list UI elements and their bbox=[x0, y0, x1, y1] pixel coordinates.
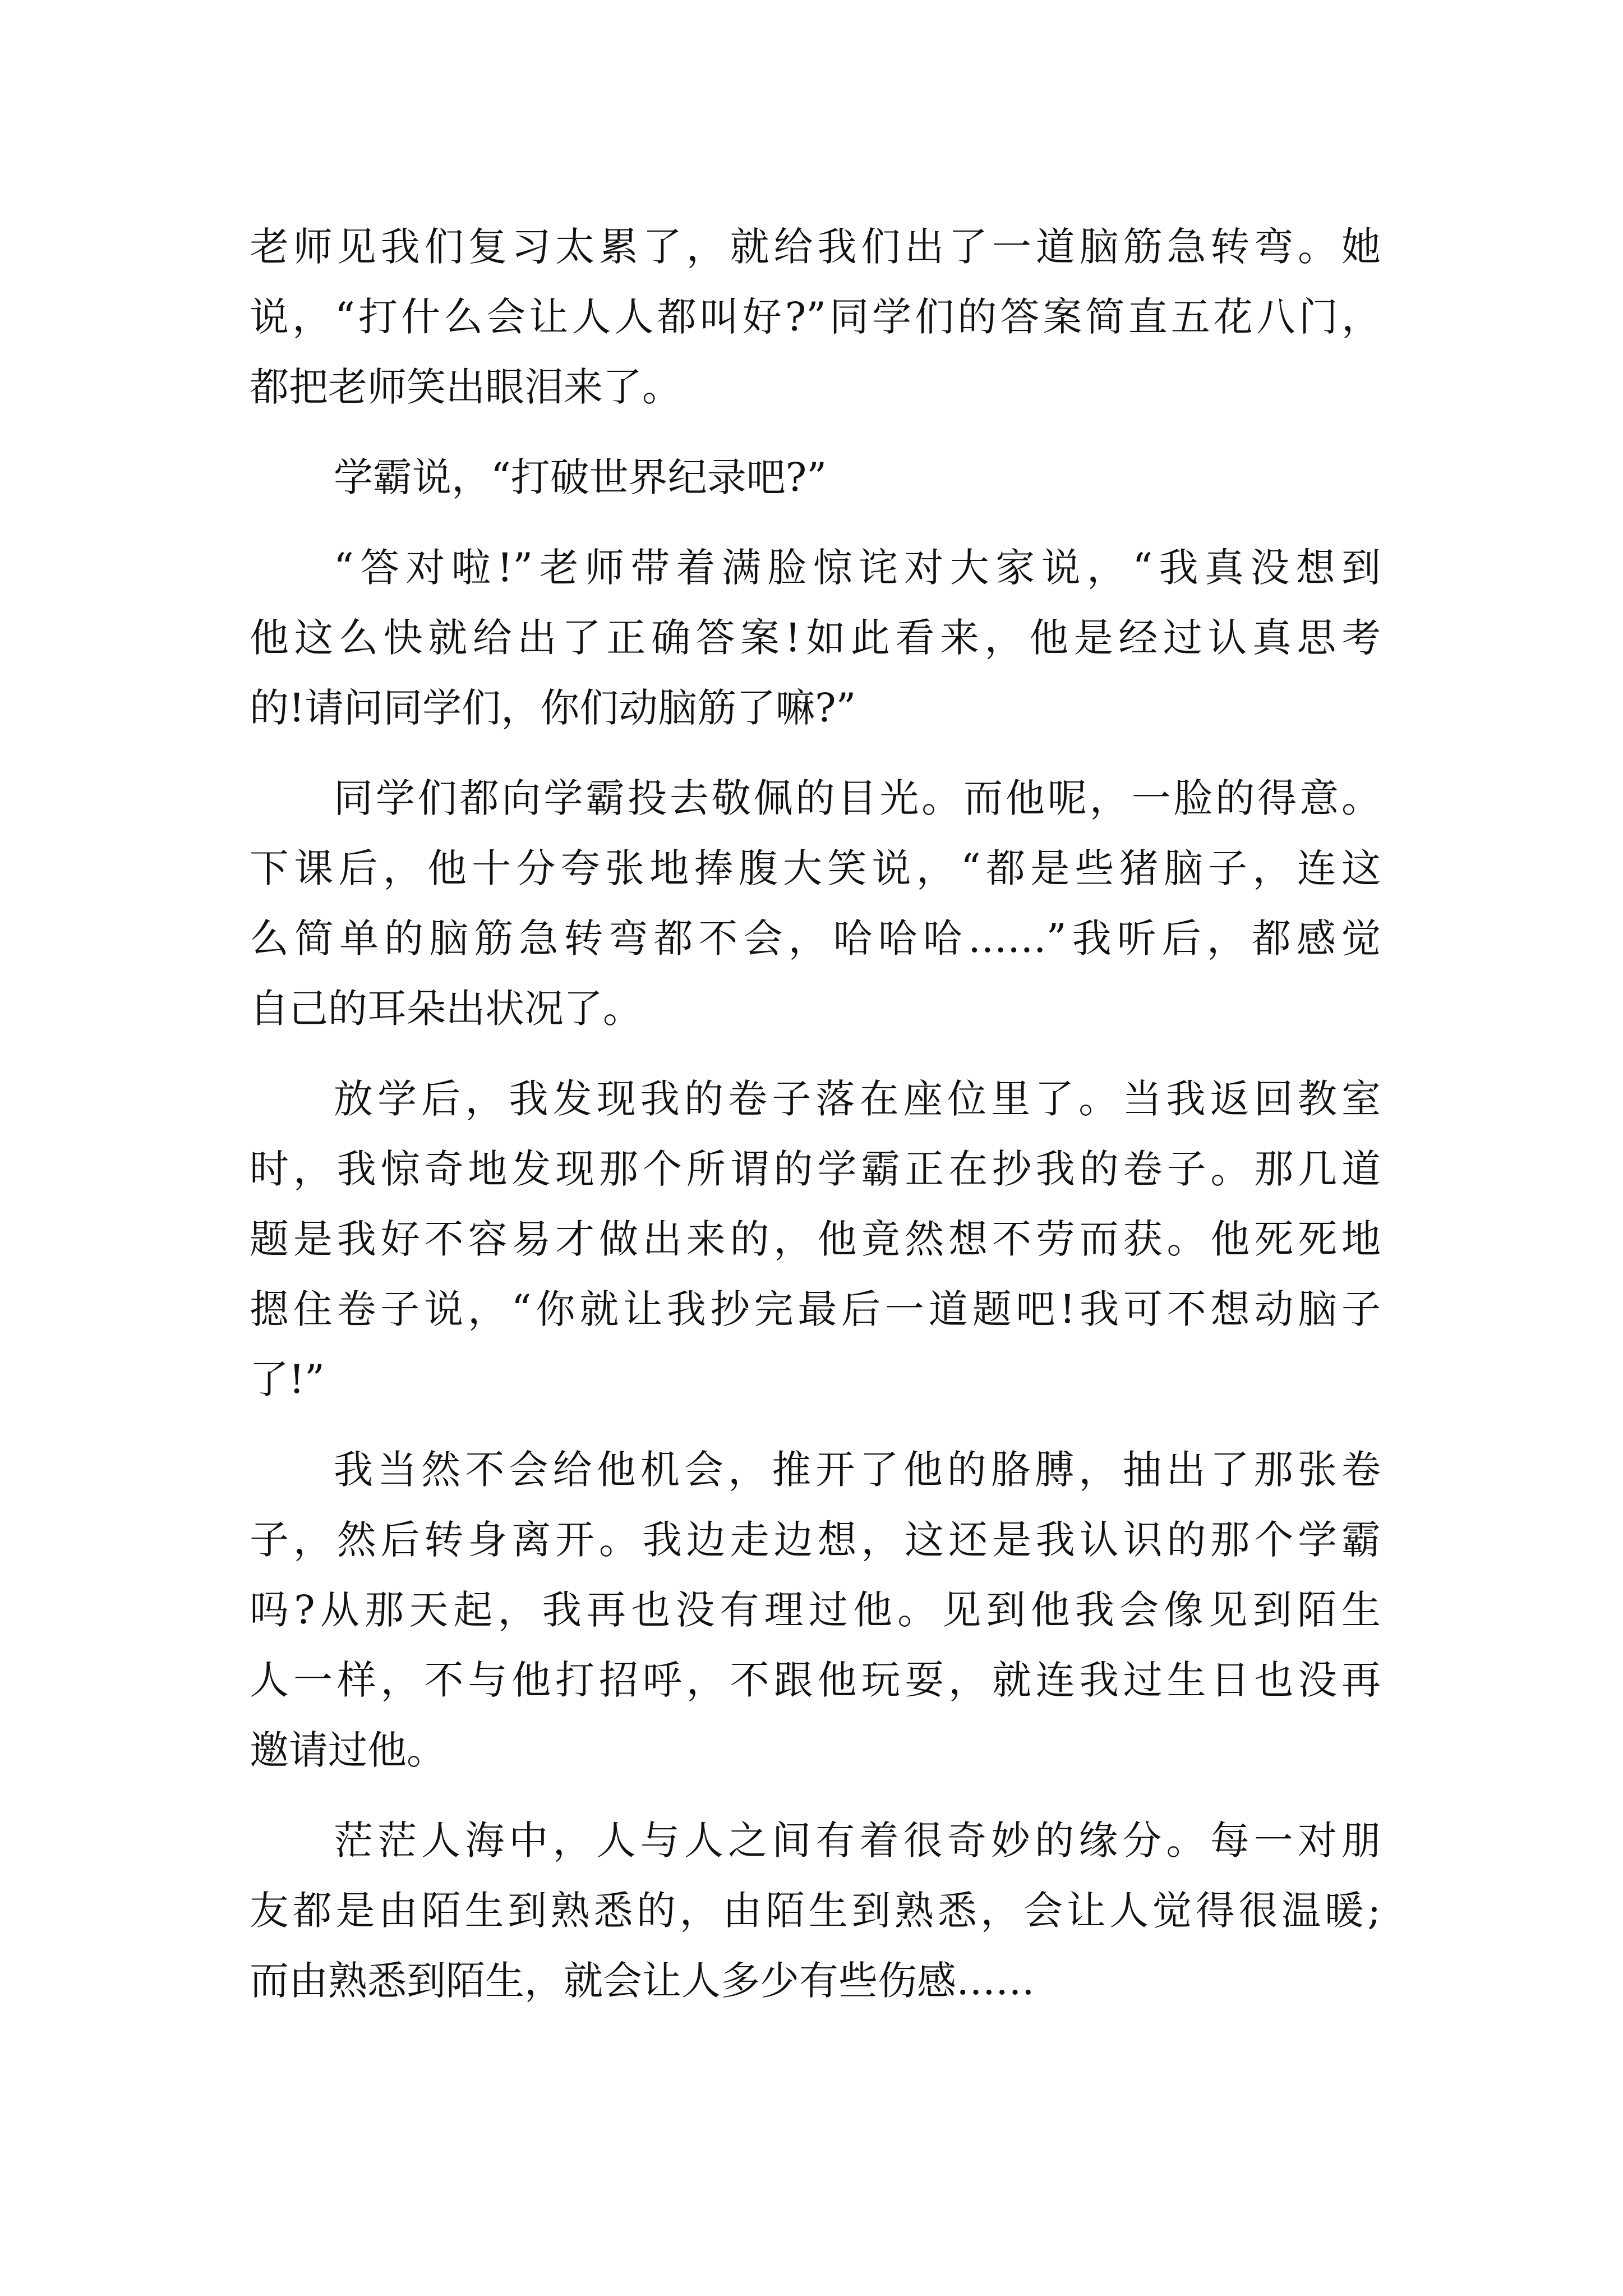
text-line: 老师见我们复习太累了，就给我们出了一道脑筋急转弯。她 bbox=[250, 224, 1381, 270]
text-line: “答对啦!”老师带着满脸惊诧对大家说，“我真没想到 bbox=[334, 545, 1381, 591]
text-line: 学霸说，“打破世界纪录吧?” bbox=[334, 454, 827, 500]
text-line: 么简单的脑筋急转弯都不会，哈哈哈……”我听后，都感觉 bbox=[250, 915, 1381, 961]
text-line: 吗?从那天起，我再也没有理过他。见到他我会像见到陌生 bbox=[250, 1587, 1381, 1633]
text-line: 了!” bbox=[250, 1356, 325, 1402]
text-line: 他这么快就给出了正确答案!如此看来，他是经过认真思考 bbox=[250, 615, 1381, 661]
text-line: 子，然后转身离开。我边走边想，这还是我认识的那个学霸 bbox=[250, 1517, 1381, 1563]
text-line: 同学们都向学霸投去敬佩的目光。而他呢，一脸的得意。 bbox=[334, 775, 1381, 821]
paragraph bbox=[250, 212, 1381, 422]
text-line: 摁住卷子说，“你就让我抄完最后一道题吧!我可不想动脑子 bbox=[250, 1286, 1381, 1332]
text-line: 自己的耳朵出状况了。 bbox=[250, 986, 642, 1032]
text-line: 我当然不会给他机会，推开了他的胳膊，抽出了那张卷 bbox=[334, 1447, 1381, 1493]
paragraph bbox=[250, 1435, 1381, 1786]
text-line: 下课后，他十分夸张地捧腹大笑说，“都是些猪脑子，连这 bbox=[250, 845, 1381, 891]
text-line: 茫茫人海中，人与人之间有着很奇妙的缘分。每一对朋 bbox=[334, 1818, 1381, 1864]
paragraph bbox=[250, 443, 1381, 513]
document-body bbox=[250, 212, 1381, 2016]
text-line: 人一样，不与他打招呼，不跟他玩耍，就连我过生日也没再 bbox=[250, 1657, 1381, 1703]
text-line: 邀请过他。 bbox=[250, 1727, 446, 1773]
paragraph bbox=[250, 1806, 1381, 2016]
text-line: 说，“打什么会让人人都叫好?”同学们的答案简直五花八门， bbox=[250, 294, 1381, 340]
text-line: 而由熟悉到陌生，就会让人多少有些伤感…… bbox=[250, 1958, 1035, 2004]
paragraph bbox=[250, 533, 1381, 743]
text-line: 放学后，我发现我的卷子落在座位里了。当我返回教室 bbox=[334, 1076, 1381, 1122]
paragraph bbox=[250, 1064, 1381, 1415]
text-line: 题是我好不容易才做出来的，他竟然想不劳而获。他死死地 bbox=[250, 1216, 1381, 1262]
text-line: 时，我惊奇地发现那个所谓的学霸正在抄我的卷子。那几道 bbox=[250, 1146, 1381, 1192]
text-line: 友都是由陌生到熟悉的，由陌生到熟悉，会让人觉得很温暖; bbox=[250, 1888, 1381, 1934]
text-line: 的!请问同学们，你们动脑筋了嘛?” bbox=[250, 685, 856, 731]
text-line: 都把老师笑出眼泪来了。 bbox=[250, 364, 681, 410]
paragraph bbox=[250, 763, 1381, 1044]
